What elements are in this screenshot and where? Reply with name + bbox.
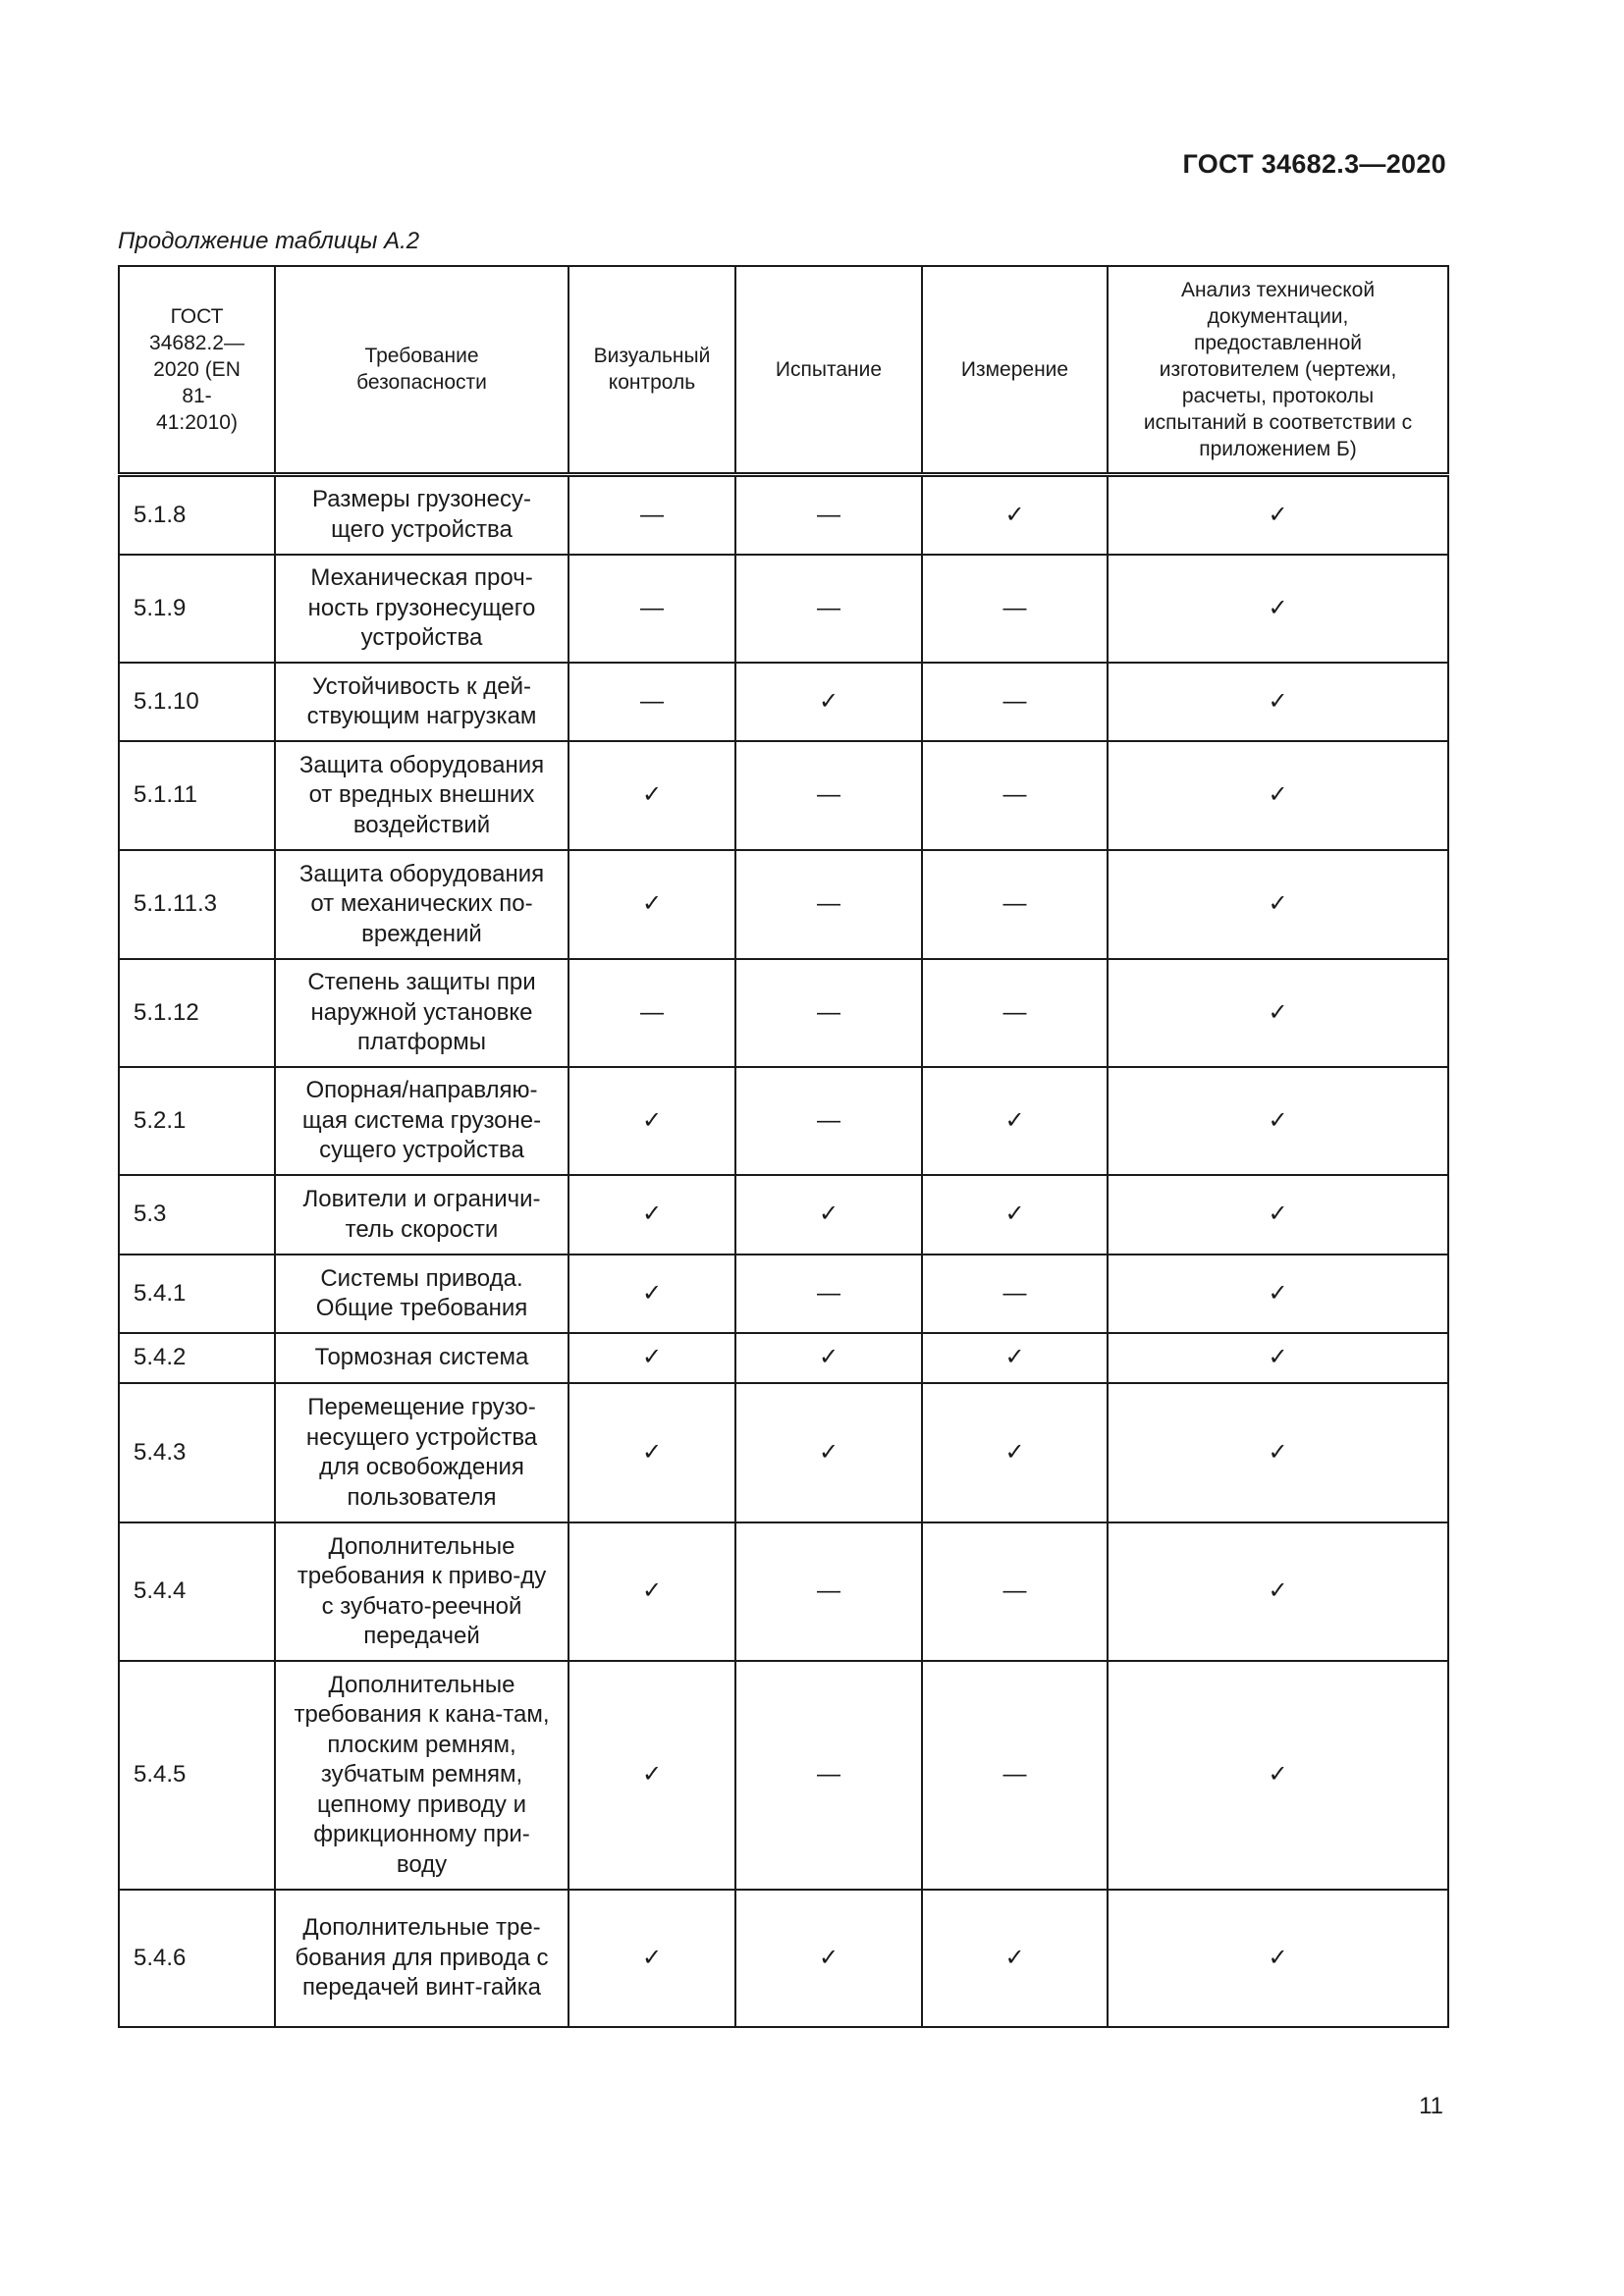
cell-visual-control: ✓ [568, 850, 735, 959]
cell-documentation-analysis: ✓ [1108, 474, 1448, 555]
cell-documentation-analysis: ✓ [1108, 1890, 1448, 2027]
cell-section: 5.4.6 [119, 1890, 275, 2027]
cell-measurement: — [922, 741, 1108, 850]
cell-documentation-analysis: ✓ [1108, 850, 1448, 959]
cell-section: 5.3 [119, 1175, 275, 1255]
cell-measurement: ✓ [922, 1067, 1108, 1175]
cell-section: 5.1.11 [119, 741, 275, 850]
column-header-measure: Измерение [922, 266, 1108, 474]
cell-section: 5.1.12 [119, 959, 275, 1067]
cell-test: ✓ [735, 1333, 922, 1383]
column-header-requirement: Требование безопасности [275, 266, 568, 474]
cell-test: — [735, 1067, 922, 1175]
cell-documentation-analysis: ✓ [1108, 741, 1448, 850]
column-header-test: Испытание [735, 266, 922, 474]
cell-documentation-analysis: ✓ [1108, 1522, 1448, 1661]
cell-requirement: Системы привода. Общие требования [275, 1255, 568, 1333]
cell-measurement: ✓ [922, 1333, 1108, 1383]
cell-visual-control: — [568, 663, 735, 741]
cell-requirement: Дополнительные требования к приво-ду с зубчато-реечной передачей [275, 1522, 568, 1661]
cell-documentation-analysis: ✓ [1108, 959, 1448, 1067]
cell-test: — [735, 850, 922, 959]
column-header-visual: Визуальный контроль [568, 266, 735, 474]
table-header-row [119, 266, 1448, 474]
cell-visual-control: ✓ [568, 1890, 735, 2027]
cell-requirement: Опорная/направляю-щая система грузоне-сущего устройства [275, 1067, 568, 1175]
cell-section: 5.2.1 [119, 1067, 275, 1175]
cell-test: ✓ [735, 1175, 922, 1255]
cell-visual-control: ✓ [568, 1255, 735, 1333]
cell-measurement: — [922, 1255, 1108, 1333]
cell-visual-control: ✓ [568, 1661, 735, 1890]
cell-measurement: — [922, 850, 1108, 959]
table-row [119, 1067, 1448, 1175]
cell-documentation-analysis: ✓ [1108, 1255, 1448, 1333]
table-row [119, 663, 1448, 741]
cell-measurement: — [922, 663, 1108, 741]
cell-visual-control: ✓ [568, 1522, 735, 1661]
cell-documentation-analysis: ✓ [1108, 1175, 1448, 1255]
column-header-docs: Анализ технической документации, предоставленной изготовителем (чертежи, расчеты, протоколы испытаний в соответствии с приложением Б) [1108, 266, 1448, 474]
table-caption: Продолжение таблицы А.2 [118, 228, 420, 254]
cell-documentation-analysis: ✓ [1108, 663, 1448, 741]
cell-section: 5.4.4 [119, 1522, 275, 1661]
cell-test: — [735, 474, 922, 555]
column-header-standard: ГОСТ 34682.2—2020 (EN 81-41:2010) [119, 266, 275, 474]
cell-visual-control: ✓ [568, 741, 735, 850]
table-row [119, 959, 1448, 1067]
cell-requirement: Защита оборудования от механических по-вреждений [275, 850, 568, 959]
cell-documentation-analysis: ✓ [1108, 1333, 1448, 1383]
cell-visual-control: ✓ [568, 1383, 735, 1522]
cell-documentation-analysis: ✓ [1108, 1383, 1448, 1522]
cell-measurement: — [922, 555, 1108, 663]
cell-test: — [735, 1522, 922, 1661]
table-row [119, 1333, 1448, 1383]
cell-requirement: Размеры грузонесу-щего устройства [275, 474, 568, 555]
cell-measurement: — [922, 1661, 1108, 1890]
cell-documentation-analysis: ✓ [1108, 1661, 1448, 1890]
cell-section: 5.4.3 [119, 1383, 275, 1522]
cell-test: — [735, 1255, 922, 1333]
cell-requirement: Перемещение грузо-несущего устройства для освобождения пользователя [275, 1383, 568, 1522]
table-row [119, 555, 1448, 663]
cell-requirement: Тормозная система [275, 1333, 568, 1383]
cell-section: 5.1.8 [119, 474, 275, 555]
cell-requirement: Защита оборудования от вредных внешних воздействий [275, 741, 568, 850]
cell-requirement: Дополнительные требования к кана-там, плоским ремням, зубчатым ремням, цепному приводу и фрикционному при-воду [275, 1661, 568, 1890]
document-code: ГОСТ 34682.3—2020 [1182, 149, 1446, 179]
cell-requirement: Устойчивость к дей-ствующим нагрузкам [275, 663, 568, 741]
cell-section: 5.4.5 [119, 1661, 275, 1890]
cell-visual-control: ✓ [568, 1333, 735, 1383]
page-number: 11 [1419, 2093, 1443, 2119]
cell-measurement: ✓ [922, 1383, 1108, 1522]
cell-section: 5.1.11.3 [119, 850, 275, 959]
cell-visual-control: ✓ [568, 1067, 735, 1175]
cell-requirement: Ловители и ограничи-тель скорости [275, 1175, 568, 1255]
cell-measurement: ✓ [922, 474, 1108, 555]
cell-documentation-analysis: ✓ [1108, 1067, 1448, 1175]
cell-section: 5.4.1 [119, 1255, 275, 1333]
table-row [119, 1890, 1448, 2027]
table-row [119, 850, 1448, 959]
cell-test: ✓ [735, 1383, 922, 1522]
cell-test: ✓ [735, 1890, 922, 2027]
cell-measurement: — [922, 959, 1108, 1067]
cell-test: — [735, 741, 922, 850]
cell-measurement: ✓ [922, 1890, 1108, 2027]
table-row [119, 1383, 1448, 1522]
cell-test: ✓ [735, 663, 922, 741]
cell-test: — [735, 959, 922, 1067]
cell-visual-control: — [568, 555, 735, 663]
cell-requirement: Дополнительные тре-бования для привода с передачей винт-гайка [275, 1890, 568, 2027]
cell-section: 5.4.2 [119, 1333, 275, 1383]
cell-documentation-analysis: ✓ [1108, 555, 1448, 663]
cell-measurement: — [922, 1522, 1108, 1661]
requirements-table [118, 265, 1449, 2028]
cell-visual-control: — [568, 474, 735, 555]
cell-test: — [735, 1661, 922, 1890]
table-row [119, 741, 1448, 850]
table-row [119, 1255, 1448, 1333]
cell-section: 5.1.10 [119, 663, 275, 741]
cell-section: 5.1.9 [119, 555, 275, 663]
cell-requirement: Механическая проч-ность грузонесущего устройства [275, 555, 568, 663]
cell-test: — [735, 555, 922, 663]
cell-visual-control: — [568, 959, 735, 1067]
cell-visual-control: ✓ [568, 1175, 735, 1255]
cell-requirement: Степень защиты при наружной установке платформы [275, 959, 568, 1067]
table-row [119, 1175, 1448, 1255]
table-body [119, 474, 1448, 2027]
table-row [119, 1522, 1448, 1661]
cell-measurement: ✓ [922, 1175, 1108, 1255]
table-row [119, 474, 1448, 555]
table-row [119, 1661, 1448, 1890]
